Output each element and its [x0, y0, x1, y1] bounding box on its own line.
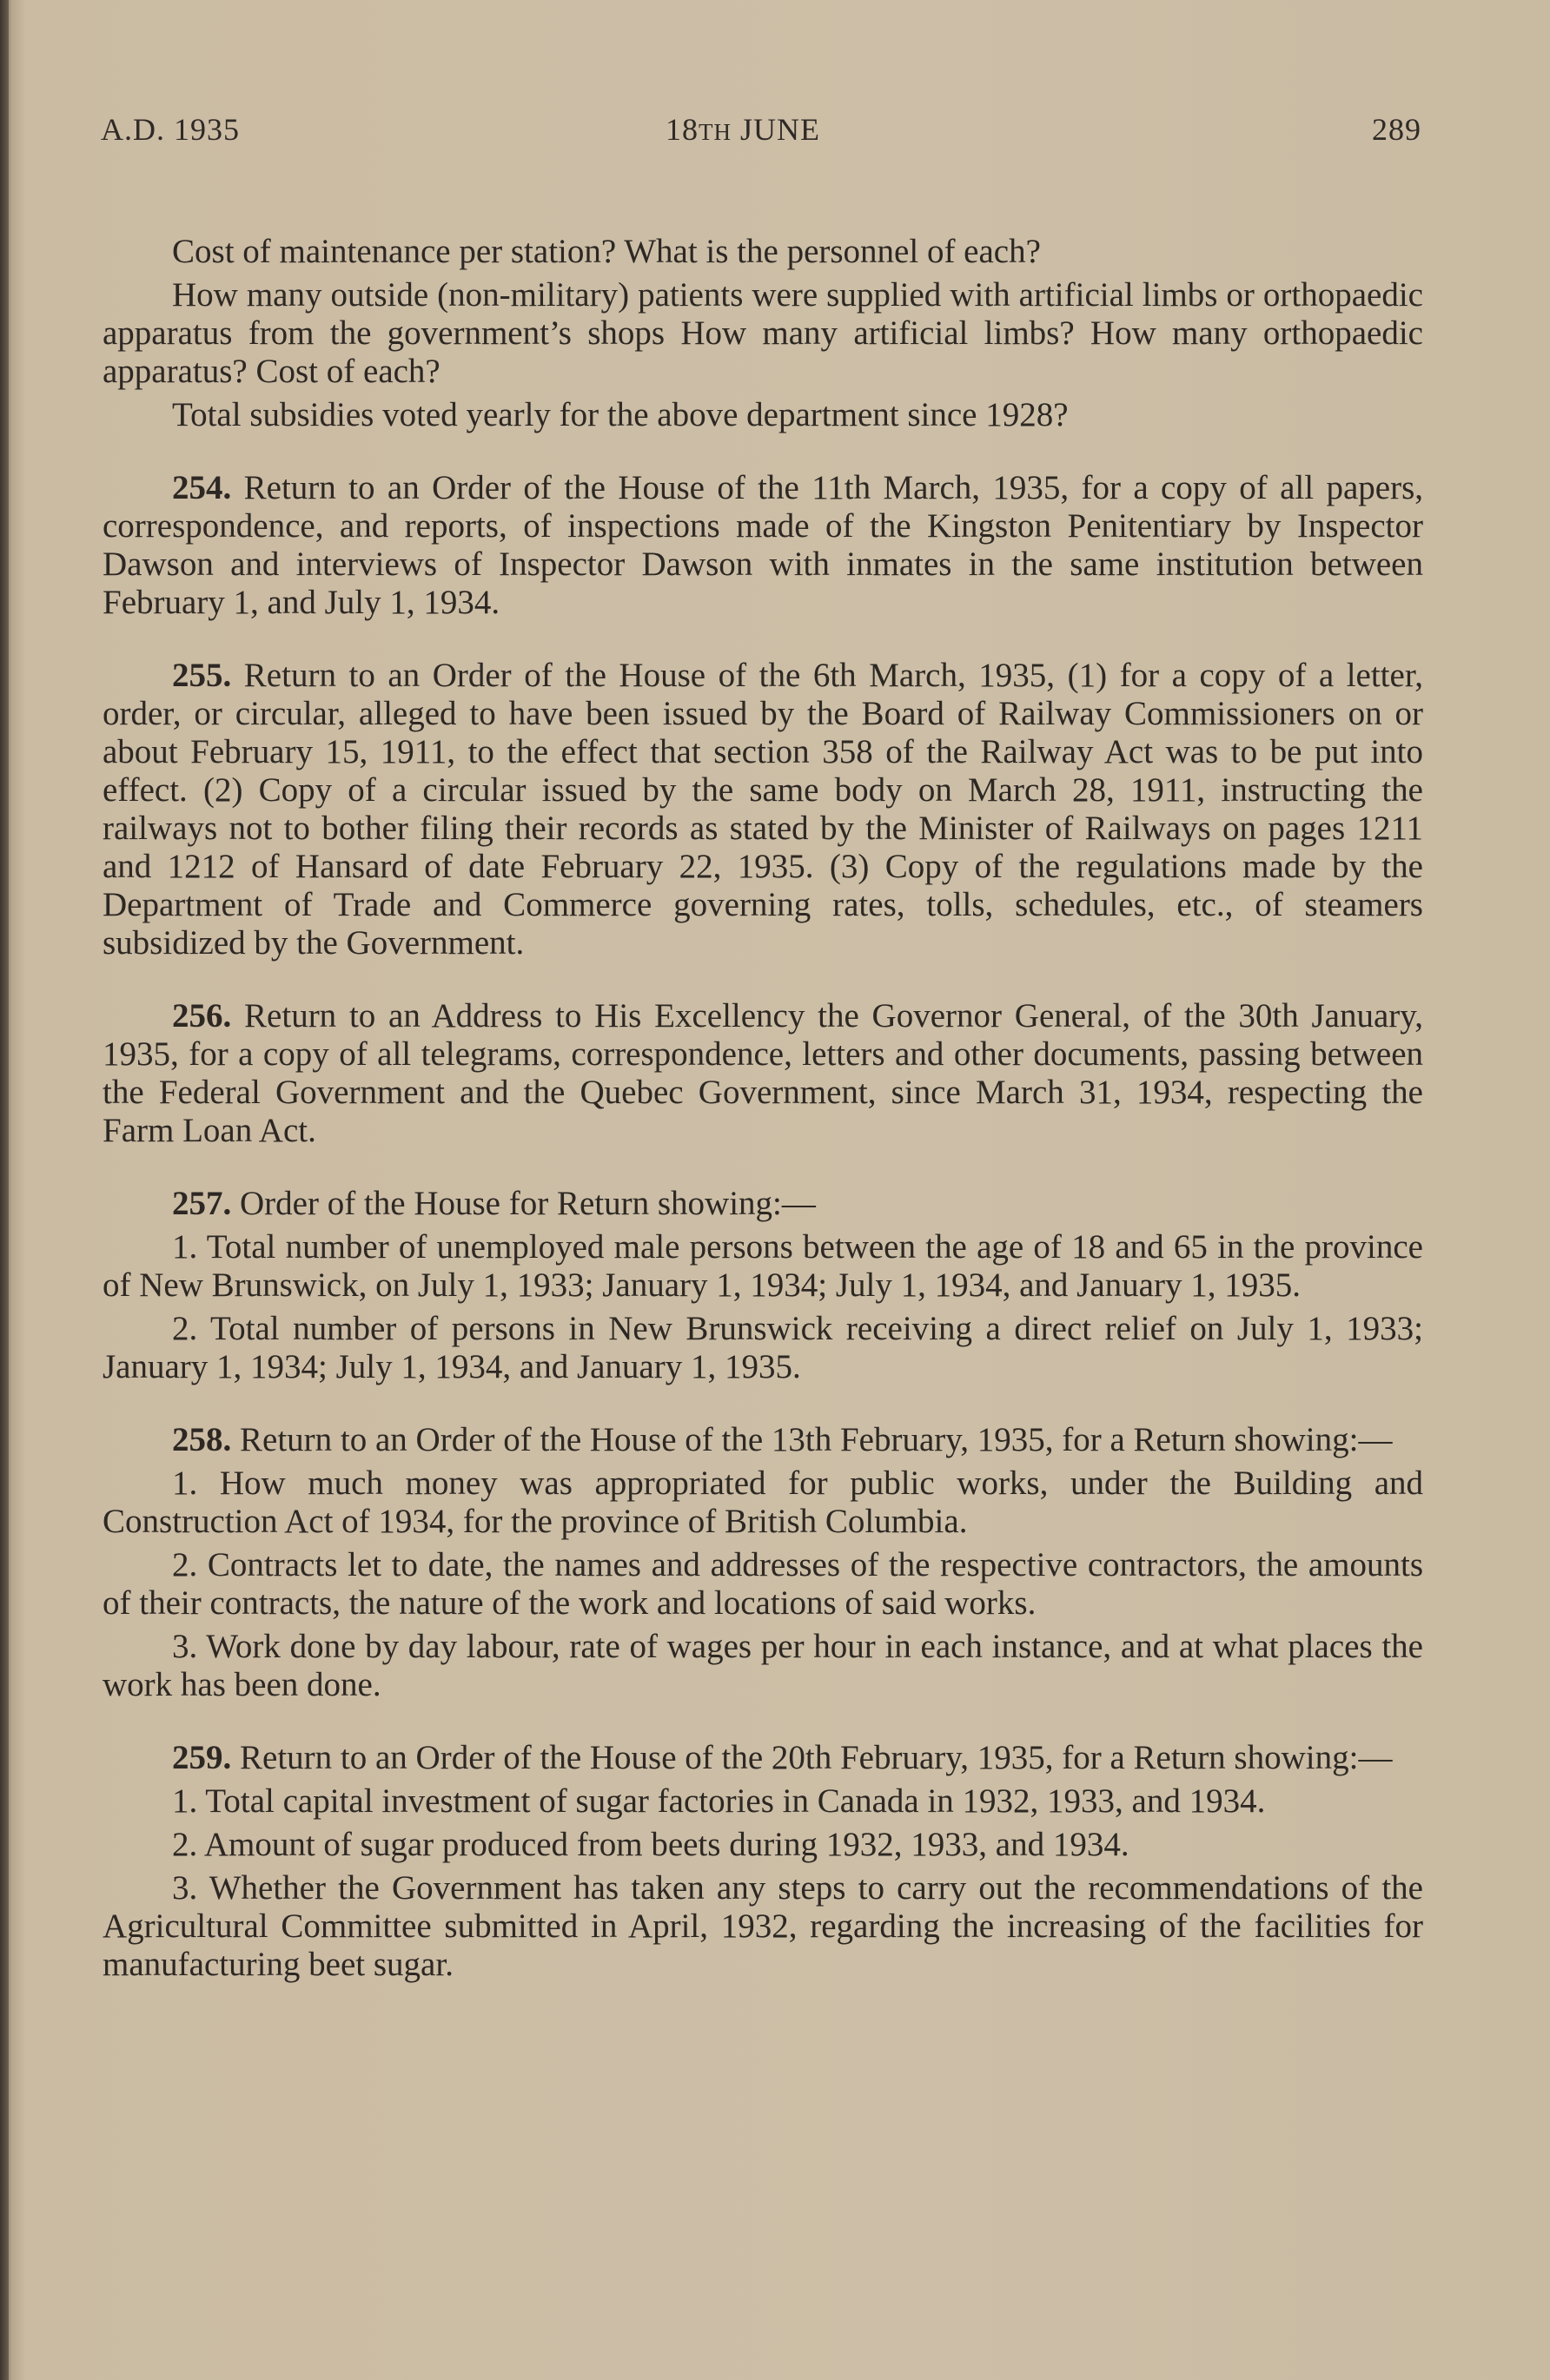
- page-number: 289: [1372, 112, 1421, 147]
- item-text: Return to an Address to His Excellency the Governor General, of the 30th January, 1935, for a copy of all telegrams, correspondence, letters and other documents, passing between the Federal Government and the Quebec Government, since March 31, 1934, respecting the Farm Loan Act.: [103, 997, 1424, 1149]
- item-258-subpoint: 2. Contracts let to date, the names and addresses of the respective contractors, the amounts of their contracts, the nature of the work and locations of said works.: [103, 1546, 1423, 1622]
- item-256: [103, 997, 1423, 1150]
- item-259-subpoint: 2. Amount of sugar produced from beets during 1932, 1933, and 1934.: [172, 1826, 1129, 1863]
- item-number: 259.: [172, 1739, 232, 1776]
- item-text: Return to an Order of the House of the 6th March, 1935, (1) for a copy of a letter, order, or circular, alleged to have been issued by the Board of Railway Commissioners on or about February 15, 1911, to the effect that section 358 of the Railway Act was to be put into effect. (2) Copy of a circular issued by the same body on March 28, 1911, instructing the railways not to bother filing their records as stated by the Minister of Railways on pages 1211 and 1212 of Hansard of date February 22, 1935. (3) Copy of the regulations made by the Department of Trade and Commerce governing rates, tolls, schedules, etc., of steamers subsidized by the Government.: [103, 657, 1423, 962]
- intro-paragraph: Cost of maintenance per station? What is the personnel of each?: [172, 233, 1041, 270]
- item-257-subpoint: 1. Total number of unemployed male persons between the age of 18 and 65 in the province of New Brunswick, on July 1, 1933; January 1, 1934; July 1, 1934, and January 1, 1935.: [103, 1228, 1423, 1304]
- header-month: JUNE: [740, 112, 820, 147]
- item-number: 255.: [172, 657, 232, 694]
- item-text: Order of the House for Return showing:—: [240, 1185, 816, 1222]
- item-255: [103, 657, 1423, 962]
- item-259: [103, 1739, 1423, 1777]
- item-number: 254.: [172, 469, 232, 506]
- item-text: Return to an Order of the House of the 11th March, 1935, for a copy of all papers, correspondence, and reports, of inspections made of the Kingston Penitentiary by Inspector Dawson and interviews of Inspector Dawson with inmates in the same institution between February 1, and July 1, 1934.: [103, 469, 1424, 621]
- item-257: [103, 1185, 1423, 1223]
- page-body: [103, 233, 1423, 1984]
- header-year: A.D. 1935: [101, 112, 240, 147]
- running-head: [101, 111, 1421, 155]
- item-257-subpoint: 2. Total number of persons in New Brunswick receiving a direct relief on July 1, 1933; January 1, 1934; July 1, 1934, and January 1, 1935.: [103, 1310, 1423, 1385]
- header-day: 18: [666, 112, 699, 147]
- item-number: 257.: [172, 1185, 232, 1222]
- item-number: 258.: [172, 1421, 232, 1458]
- intro-paragraph: Total subsidies voted yearly for the above department since 1928?: [172, 396, 1069, 433]
- header-day-suffix: TH: [699, 119, 732, 145]
- book-spine-shadow: [0, 0, 9, 2380]
- item-258: [103, 1421, 1423, 1459]
- item-text: Return to an Order of the House of the 20th February, 1935, for a Return showing:—: [240, 1739, 1393, 1776]
- item-259-subpoint: 1. Total capital investment of sugar factories in Canada in 1932, 1933, and 1934.: [172, 1782, 1266, 1820]
- item-number: 256.: [172, 997, 232, 1035]
- item-254: [103, 469, 1423, 622]
- item-text: Return to an Order of the House of the 13th February, 1935, for a Return showing:—: [240, 1421, 1393, 1458]
- intro-paragraph: How many outside (non-military) patients were supplied with artificial limbs or orthopaedic apparatus from the government’s shops How many artificial limbs? How many orthopaedic apparatus? Cost of each?: [103, 276, 1423, 390]
- item-259-subpoint: 3. Whether the Government has taken any steps to carry out the recommendations of the Agricultural Committee submitted in April, 1932, regarding the increasing of the facilities for manufacturing beet sugar.: [103, 1869, 1423, 1983]
- item-258-subpoint: 3. Work done by day labour, rate of wages per hour in each instance, and at what places the work has been done.: [103, 1628, 1423, 1703]
- item-258-subpoint: 1. How much money was appropriated for public works, under the Building and Construction Act of 1934, for the province of British Columbia.: [103, 1464, 1423, 1540]
- header-date: [666, 111, 820, 148]
